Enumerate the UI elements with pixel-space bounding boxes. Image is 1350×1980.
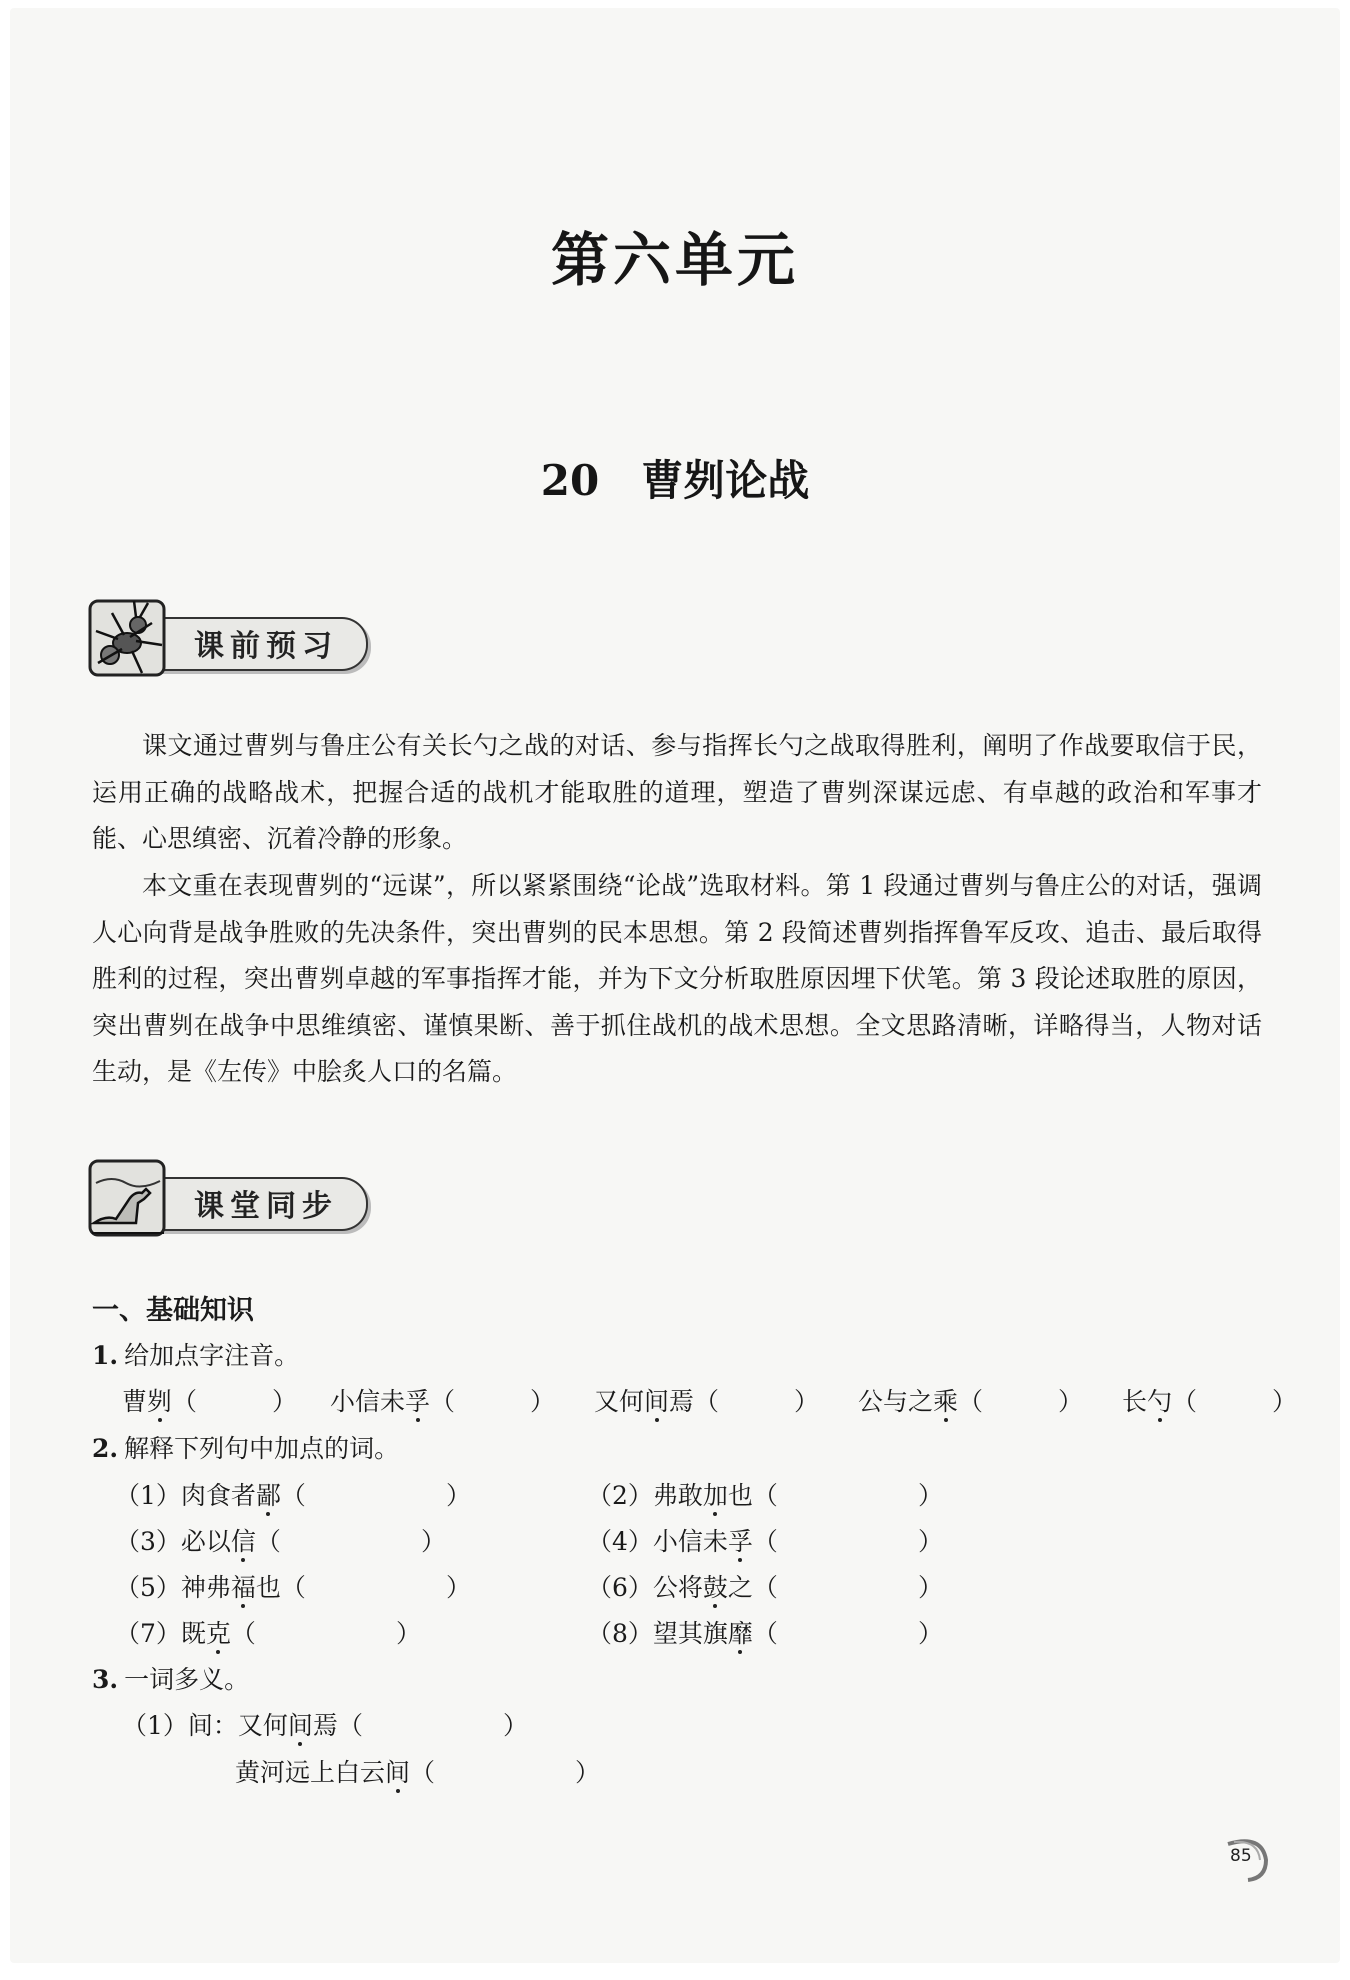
section-title-preview: 课前预习	[194, 629, 338, 664]
section-header-classroom	[82, 1153, 382, 1253]
page-number	[1222, 1834, 1272, 1884]
unit-title: 第六单元	[550, 226, 799, 294]
question-1	[92, 1336, 299, 1372]
ant-illustration-icon	[82, 593, 172, 683]
polysemy-item: 黄河远上白云间（ ）	[235, 1758, 601, 1787]
pinyin-item: 小信未孚（ ）	[330, 1387, 556, 1416]
question-number: 2.	[92, 1434, 119, 1463]
question-number: 1.	[92, 1341, 119, 1370]
textbook-page	[10, 8, 1340, 1963]
definition-item: （5）神弗福也（ ）	[115, 1573, 471, 1602]
question-number: 3.	[92, 1665, 119, 1694]
lesson-name: 曹刿论战	[641, 456, 810, 505]
lesson-title	[10, 448, 1340, 508]
definition-item: （1）肉食者鄙（ ）	[115, 1481, 471, 1510]
lesson-number: 20	[540, 456, 600, 505]
section-title-classroom: 课堂同步	[194, 1189, 338, 1224]
question-3	[92, 1660, 249, 1696]
question-text: 一词多义。	[124, 1665, 250, 1694]
definition-item: （2）弗敢加也（ ）	[587, 1481, 943, 1510]
definition-item: （7）既克（ ）	[115, 1619, 421, 1648]
question-2	[92, 1429, 399, 1465]
pinyin-item: 长勺（ ）	[1122, 1387, 1298, 1416]
question-text: 解释下列句中加点的词。	[124, 1434, 400, 1463]
preview-paragraph: 本文重在表现曹刿的“远谋”，所以紧紧围绕“论战”选取材料。第 1 段通过曹刿与鲁庄公的对话，强调人心向背是战争胜败的先决条件，突出曹刿的民本思想。第 2 段简述曹刿指挥鲁军反攻、追击、最后取得胜利的过程，突出曹刿卓越的军事指挥才能，并为下文分析取胜原因埋下伏笔。第 3 段论述取胜的原因，突出曹刿在战争中思维缜密、谨慎果断、善于抓住战机的战术思想。全文思路清晰，详略得当，人物对话生动，是《左传》中脍炙人口的名篇。	[92, 871, 1262, 1086]
part-heading: 一、基础知识	[92, 1295, 254, 1326]
definition-item: （3）必以信（ ）	[115, 1527, 446, 1556]
page-number-text: 85	[1230, 1846, 1252, 1866]
section-header-preview	[82, 593, 382, 693]
pinyin-item: 曹刿（ ）	[122, 1387, 298, 1416]
definition-item: （4）小信未孚（ ）	[587, 1527, 943, 1556]
polysemy-item: （1）间：又何间焉（ ）	[122, 1711, 528, 1740]
pinyin-item: 公与之乘（ ）	[858, 1387, 1084, 1416]
pinyin-item: 又何间焉（ ）	[594, 1387, 820, 1416]
definition-item: （6）公将鼓之（ ）	[587, 1573, 943, 1602]
definition-item: （8）望其旗靡（ ）	[587, 1619, 943, 1648]
question-text: 给加点字注音。	[124, 1341, 300, 1370]
preview-paragraph: 课文通过曹刿与鲁庄公有关长勺之战的对话、参与指挥长勺之战取得胜利，阐明了作战要取信于民，运用正确的战略战术，把握合适的战机才能取胜的道理，塑造了曹刿深谋远虑、有卓越的政治和军事才能、心思缜密、沉着冷静的形象。	[92, 731, 1262, 853]
dinosaur-illustration-icon	[82, 1153, 172, 1243]
